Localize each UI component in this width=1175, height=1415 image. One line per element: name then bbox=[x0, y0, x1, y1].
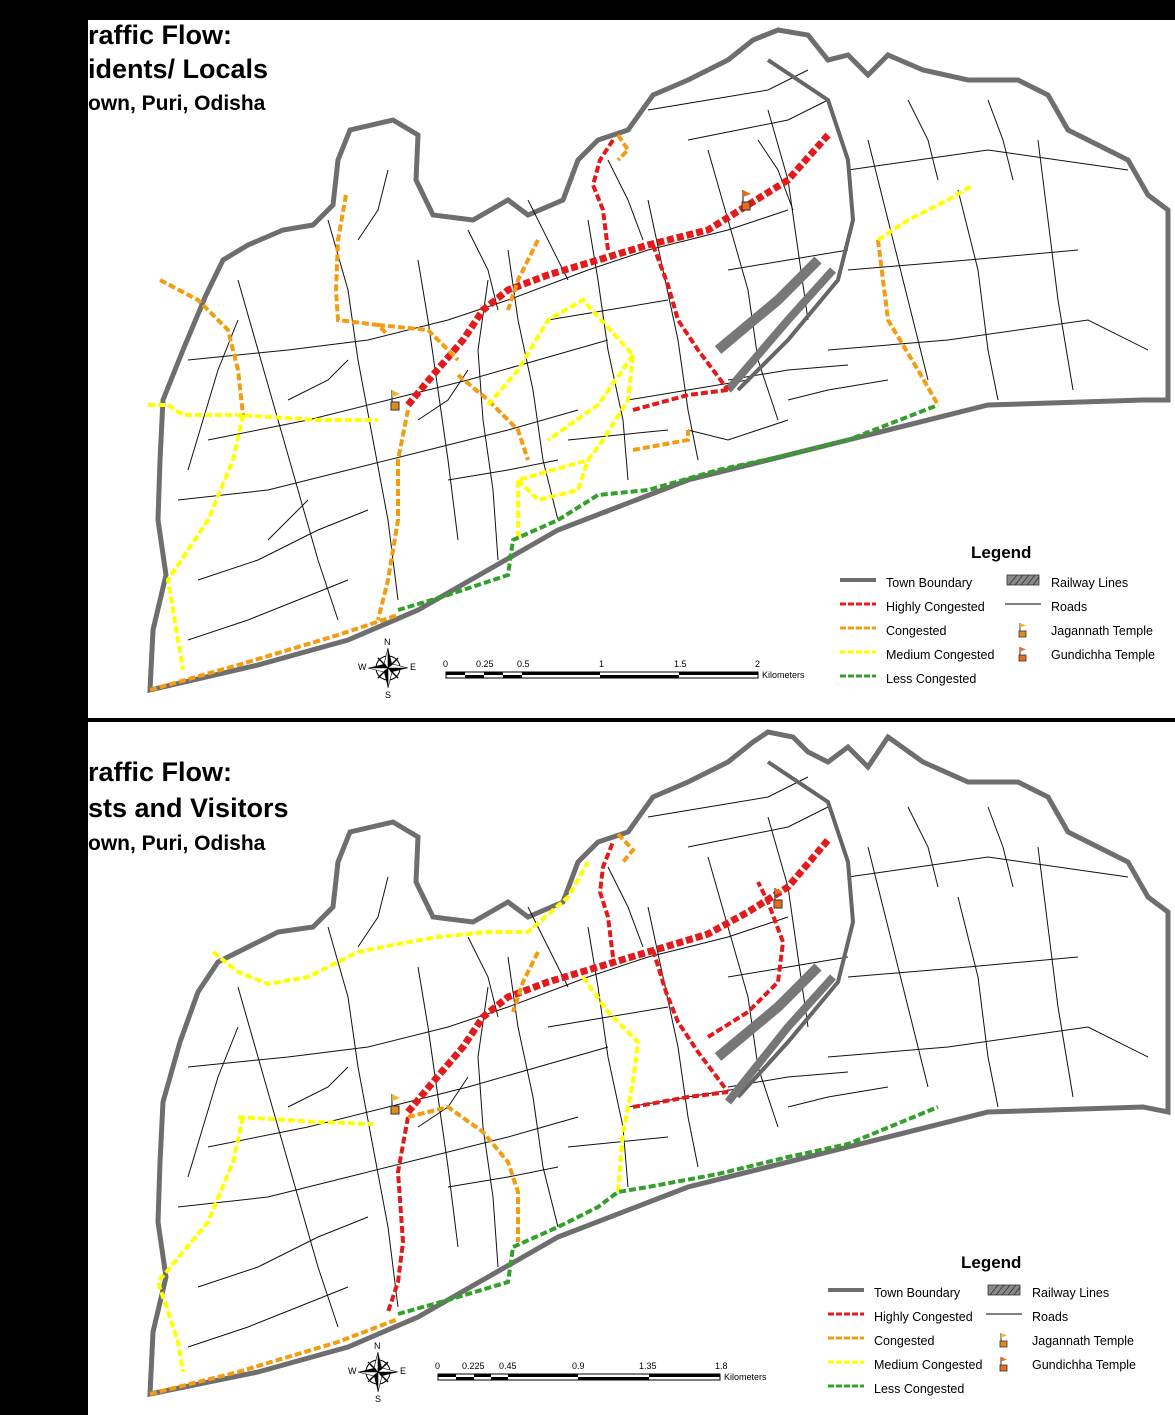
scale-tick: 0 bbox=[435, 1361, 441, 1371]
compass-n: N bbox=[374, 1341, 381, 1351]
compass-rose-icon bbox=[358, 1352, 398, 1392]
scale-tick: 1.8 bbox=[715, 1361, 728, 1371]
title-line-2: idents/ Locals bbox=[88, 54, 269, 84]
title-line-3: own, Puri, Odisha bbox=[88, 92, 266, 115]
scale-tick: 0 bbox=[443, 659, 449, 669]
map-panel-tourists bbox=[88, 722, 1175, 1415]
scale-bar bbox=[438, 1374, 720, 1380]
scale-unit: Kilometers bbox=[724, 1372, 767, 1382]
legend: Legend Town Boundary Railway Lines Highly Congested Roads Congested Jagannath Temple Medium Congested Gundichha Temple Less Congested bbox=[886, 543, 1156, 686]
compass-s: S bbox=[385, 690, 392, 700]
scale-tick: 1.5 bbox=[674, 659, 687, 669]
title-line-1: raffic Flow: bbox=[88, 757, 233, 787]
scale-tick: 0.45 bbox=[499, 1361, 517, 1371]
scale-tick: 0.225 bbox=[462, 1361, 485, 1371]
scale-tick: 0.25 bbox=[476, 659, 494, 669]
compass-w: W bbox=[348, 1366, 357, 1376]
title-line-1: raffic Flow: bbox=[88, 20, 233, 50]
legend: Legend Town Boundary Railway Lines Highly Congested Roads Congested Jagannath Temple Medium Congested Gundichha Temple Less Congested bbox=[874, 1253, 1137, 1396]
scale-tick: 0.9 bbox=[572, 1361, 585, 1371]
compass-n: N bbox=[384, 637, 391, 647]
compass-e: E bbox=[410, 662, 417, 672]
legend-title: Legend bbox=[971, 543, 1032, 562]
scale-tick: 1 bbox=[599, 659, 605, 669]
title-line-3: own, Puri, Odisha bbox=[88, 832, 266, 855]
scale-tick: 1.35 bbox=[639, 1361, 657, 1371]
compass-w: W bbox=[358, 662, 367, 672]
title-line-2: sts and Visitors bbox=[88, 793, 289, 823]
scale-tick: 0.5 bbox=[517, 659, 530, 669]
legend-title: Legend bbox=[961, 1253, 1022, 1272]
scale-tick: 2 bbox=[755, 659, 761, 669]
compass-s: S bbox=[375, 1394, 382, 1404]
scale-unit: Kilometers bbox=[762, 670, 805, 680]
map-panel-residents bbox=[88, 20, 1175, 718]
compass-e: E bbox=[400, 1366, 407, 1376]
scale-bar bbox=[446, 672, 758, 678]
compass-rose-icon bbox=[368, 648, 408, 688]
